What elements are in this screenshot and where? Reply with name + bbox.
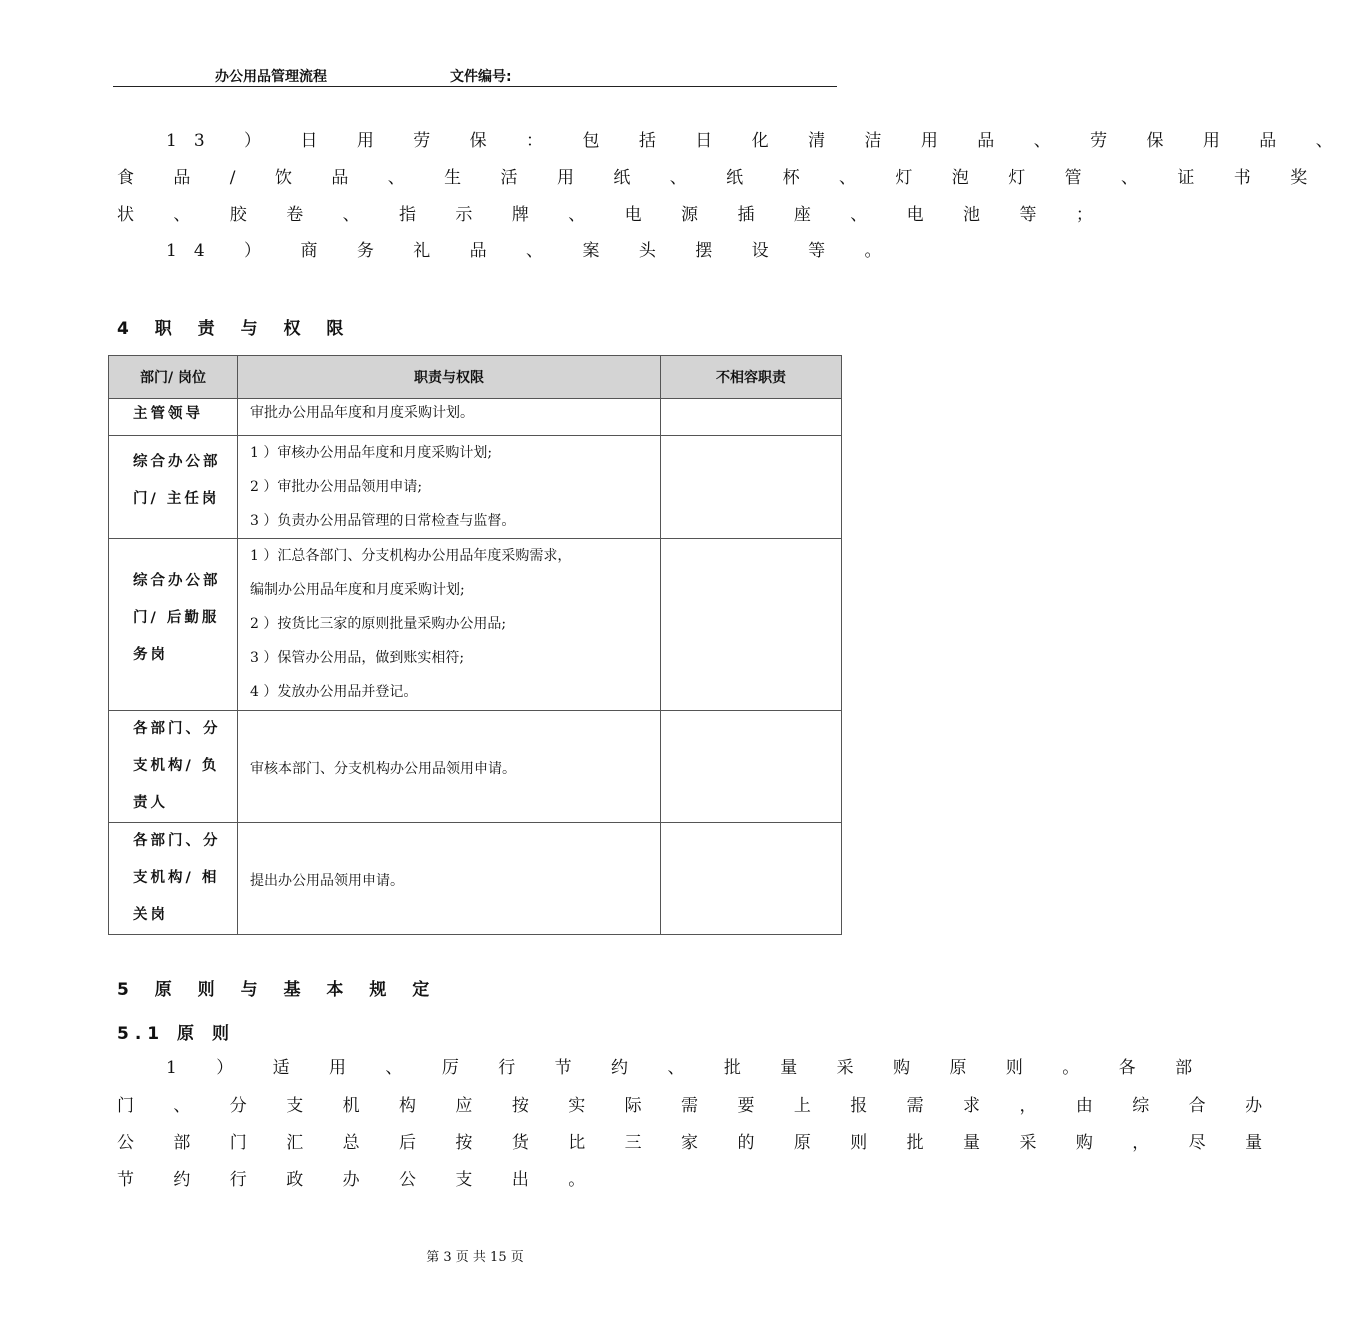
doc-number-label: 文件编号: [450,69,512,85]
responsibility-table [108,355,842,935]
intro-line-3: 状 、 胶 卷 、 指 示 牌 、 电 源 插 座 、 电 池 等 ； [117,205,1110,225]
role-cell: 各部门、分 支机构/ 负 责人 [109,711,238,823]
header-dept: 部门/ 岗位 [109,356,238,399]
conflict-cell [661,436,842,539]
role-cell: 各部门、分 支机构/ 相 关岗 [109,823,238,935]
conflict-cell [661,711,842,823]
role-cell: 综合办公部 门/ 主任岗 [109,436,238,539]
intro-line-1: 13 ） 日 用 劳 保 ： 包 括 日 化 清 洁 用 品 、 劳 保 用 品 、 [166,131,1350,151]
table-row [109,823,842,935]
duty-cell: 1 ）审核办公用品年度和月度采购计划; 2 ）审批办公用品领用申请; 3 ）负责办公用品管理的日常检查与监督。 [238,436,661,539]
duty-cell: 1 ）汇总各部门、分支机构办公用品年度采购需求， 编制办公用品年度和月度采购计划; 2 ）按货比三家的原则批量采购办公用品; 3 ）保管办公用品，做到账实相符; 4 ）发放办公用品并登记。 [238,539,661,711]
principle-line-4: 节 约 行 政 办 公 支 出 。 [117,1170,603,1190]
conflict-cell [661,823,842,935]
duty-cell: 提出办公用品领用申请。 [238,823,661,935]
intro-line-4: 14 ） 商 务 礼 品 、 案 头 摆 设 等 。 [166,241,899,261]
role-cell: 主管领导 [109,399,238,436]
section-4-heading: 4 职 责 与 权 限 [117,319,354,339]
conflict-cell [661,539,842,711]
principle-line-3: 公 部 门 汇 总 后 按 货 比 三 家 的 原 则 批 量 采 购 ， 尽 量 [117,1133,1280,1153]
principle-line-1: 1 ） 适 用 、 厉 行 节 约 、 批 量 采 购 原 则 。 各 部 [166,1058,1210,1078]
role-cell: 综合办公部 门/ 后勤服 务岗 [109,539,238,711]
intro-line-2: 食 品 / 饮 品 、 生 活 用 纸 、 纸 杯 、 灯 泡 灯 管 、 证 书 奖 [117,168,1325,188]
page-header [113,64,837,87]
table-row [109,436,842,539]
duty-cell: 审核本部门、分支机构办公用品领用申请。 [238,711,661,823]
header-conflict: 不相容职责 [661,356,842,399]
doc-title: 办公用品管理流程 [215,69,327,85]
principle-line-2: 门 、 分 支 机 构 应 按 实 际 需 要 上 报 需 求 ， 由 综 合 办 [117,1096,1280,1116]
table-row [109,711,842,823]
duty-cell: 审批办公用品年度和月度采购计划。 [238,399,661,436]
page-footer: 第 3 页 共 15 页 [426,1250,524,1265]
section-5-1-heading: 5.1 原 则 [117,1024,235,1044]
table-row [109,539,842,711]
table-header-row [109,356,842,399]
conflict-cell [661,399,842,436]
section-5-heading: 5 原 则 与 基 本 规 定 [117,980,440,1000]
table-row [109,399,842,436]
header-duties: 职责与权限 [238,356,661,399]
